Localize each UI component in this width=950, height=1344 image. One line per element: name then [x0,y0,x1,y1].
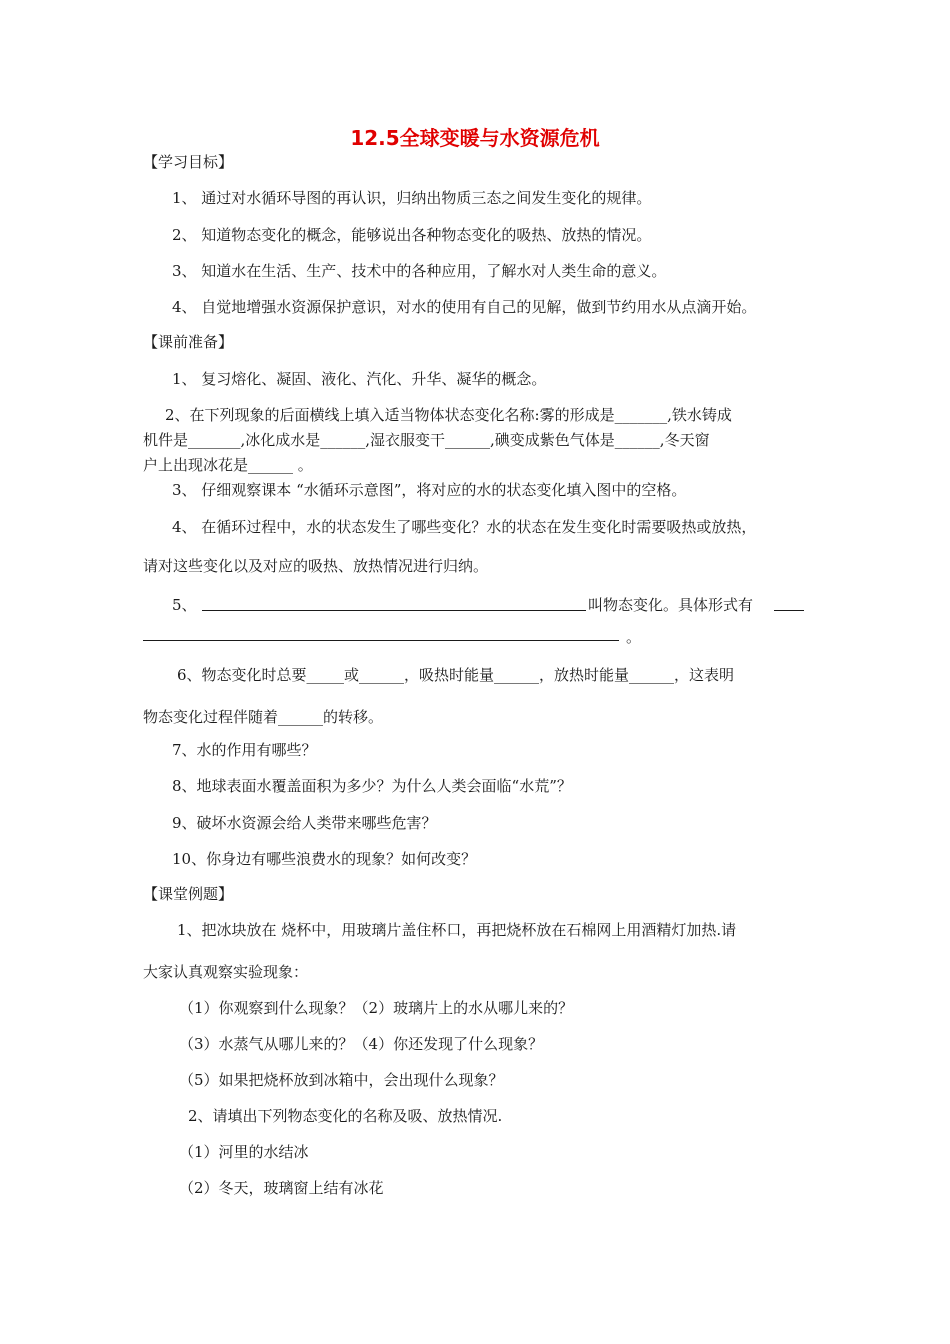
prep-question-9: 9、破坏水资源会给人类带来哪些危害？ [172,814,437,832]
example-2-part-b: （2）冬天，玻璃窗上结有冰花 [179,1179,384,1197]
prep-question-4-line-1: 4、 在循环过程中，水的状态发生了哪些变化？水的状态在发生变化时需要吸热或放热， [172,518,757,536]
prep-question-7: 7、水的作用有哪些？ [172,741,317,759]
prep-question-2-line-1: 2、在下列现象的后面横线上填入适当物体状态变化名称:雾的形成是_______,铁水铸成 [165,406,732,424]
section-heading-objectives: 【学习目标】 [143,153,234,171]
objective-item-4: 4、 自觉地增强水资源保护意识，对水的使用有自己的见解，做到节约用水从点滴开始。 [172,298,757,316]
example-1-part-c: （5）如果把烧杯放到冰箱中，会出现什么现象？ [179,1071,504,1089]
example-2-part-a: （1）河里的水结冰 [179,1143,309,1161]
page-title: 12.5全球变暖与水资源危机 [350,126,600,150]
prep-question-5-end: 。 [626,628,642,646]
prep-question-2-line-2: 机件是_______,冰化成水是______,湿衣服变干______,碘变成紫色气体是______,冬天窗 [143,431,710,449]
fill-blank-line [202,610,586,611]
prep-question-6-line-2: 物态变化过程伴随着______的转移。 [143,708,384,726]
prep-question-1: 1、 复习熔化、凝固、液化、汽化、升华、凝华的概念。 [172,370,547,388]
prep-question-10: 10、你身边有哪些浪费水的现象？如何改变？ [172,850,477,868]
prep-question-2-line-3: 户上出现冰花是______ 。 [143,456,313,474]
example-1-part-a: （1）你观察到什么现象？（2）玻璃片上的水从哪儿来的？ [179,999,574,1017]
example-1-line-2: 大家认真观察实验现象： [143,963,309,981]
example-2: 2、请填出下列物态变化的名称及吸、放热情况. [188,1107,503,1125]
objective-item-1: 1、 通过对水循环导图的再认识，归纳出物质三态之间发生变化的规律。 [172,189,652,207]
prep-question-5-number: 5、 [172,596,197,614]
example-1-line-1: 1、把冰块放在 烧杯中，用玻璃片盖住杯口，再把烧杯放在石棉网上用酒精灯加热.请 [177,921,737,939]
example-1-part-b: （3）水蒸气从哪儿来的？（4）你还发现了什么现象？ [179,1035,544,1053]
prep-question-4-line-2: 请对这些变化以及对应的吸热、放热情况进行归纳。 [143,557,489,575]
prep-question-3: 3、 仔细观察课本 “水循环示意图”，将对应的水的状态变化填入图中的空格。 [172,481,687,499]
objective-item-2: 2、 知道物态变化的概念，能够说出各种物态变化的吸热、放热的情况。 [172,226,652,244]
fill-blank-line [143,640,619,641]
fill-blank-line [774,610,804,611]
objective-item-3: 3、 知道水在生活、生产、技术中的各种应用，了解水对人类生命的意义。 [172,262,667,280]
prep-question-6-line-1: 6、物态变化时总要_____或______，吸热时能量______，放热时能量______，这表明 [177,666,735,684]
section-heading-prep: 【课前准备】 [143,333,234,351]
prep-question-8: 8、地球表面水覆盖面积为多少？为什么人类会面临“水荒”？ [172,777,572,795]
section-heading-examples: 【课堂例题】 [143,885,234,903]
prep-question-5-text: 叫物态变化。具体形式有 [588,596,754,614]
